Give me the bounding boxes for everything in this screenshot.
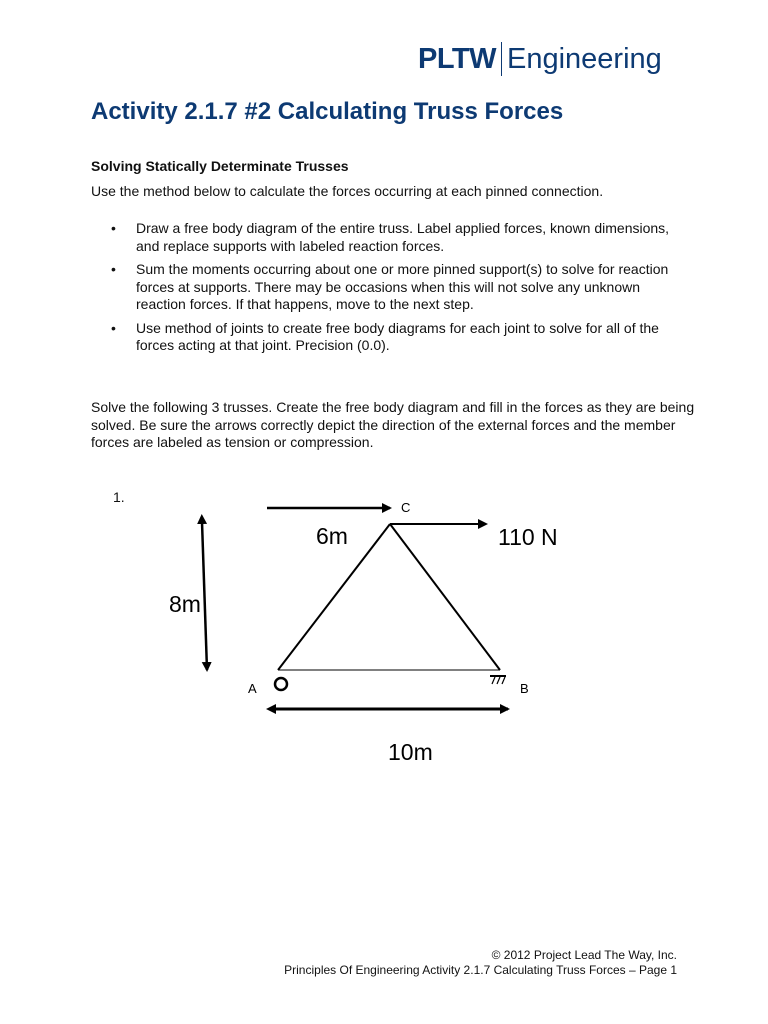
problem-number: 1.	[113, 489, 125, 505]
method-list	[91, 220, 691, 361]
bullet-icon: •	[111, 261, 116, 277]
joint-b-label: B	[520, 681, 529, 696]
page-info-text: Principles Of Engineering Activity 2.1.7 Calculating Truss Forces – Page 1	[284, 963, 677, 977]
member-cb	[390, 524, 500, 670]
bullet-icon: •	[111, 319, 116, 336]
page-title: Activity 2.1.7 #2 Calculating Truss Forces	[91, 98, 564, 125]
height-dimension-label: 8m	[169, 591, 201, 617]
page-footer	[284, 948, 677, 978]
list-item	[91, 261, 691, 314]
height-dimension-arrow	[202, 522, 207, 670]
logo-mark: PLTW	[418, 42, 496, 75]
list-item-text: Draw a free body diagram of the entire truss. Label applied forces, known dimensions, and replace supports with labeled reaction forces.	[136, 220, 670, 254]
truss-diagram	[150, 480, 610, 790]
logo-divider	[501, 42, 502, 76]
list-item	[91, 220, 691, 255]
instructions-text: Solve the following 3 trusses. Create the free body diagram and fill in the forces as they are being solved. Be sure the arrows correctly depict the direction of the external forces and the member forces are labeled as tension or compression.	[91, 399, 695, 450]
list-item	[91, 320, 691, 355]
list-item-text: Use method of joints to create free body diagrams for each joint to solve for all of the forces acting at that joint. Precision (0.0).	[136, 319, 659, 353]
roller-support-a	[275, 678, 287, 690]
force-label: 110 N	[498, 524, 558, 550]
intro-text: Use the method below to calculate the forces occurring at each pinned connection.	[91, 183, 604, 199]
joint-c-label: C	[401, 500, 411, 515]
copyright-text: © 2012 Project Lead The Way, Inc.	[491, 948, 677, 962]
base-dimension-label: 10m	[388, 739, 433, 765]
top-dimension-label: 6m	[316, 523, 348, 549]
joint-a-label: A	[248, 681, 257, 696]
bullet-icon: •	[111, 220, 116, 236]
logo-wordmark: Engineering	[507, 42, 662, 75]
list-item-text: Sum the moments occurring about one or more pinned support(s) to solve for reaction forces at supports. There may be occasions when this will not solve any unknown reaction forces. If that happens, move to the next step.	[136, 261, 669, 312]
pltw-logo	[418, 42, 662, 76]
section-heading: Solving Statically Determinate Trusses	[91, 158, 349, 174]
pin-support-b	[490, 676, 506, 684]
